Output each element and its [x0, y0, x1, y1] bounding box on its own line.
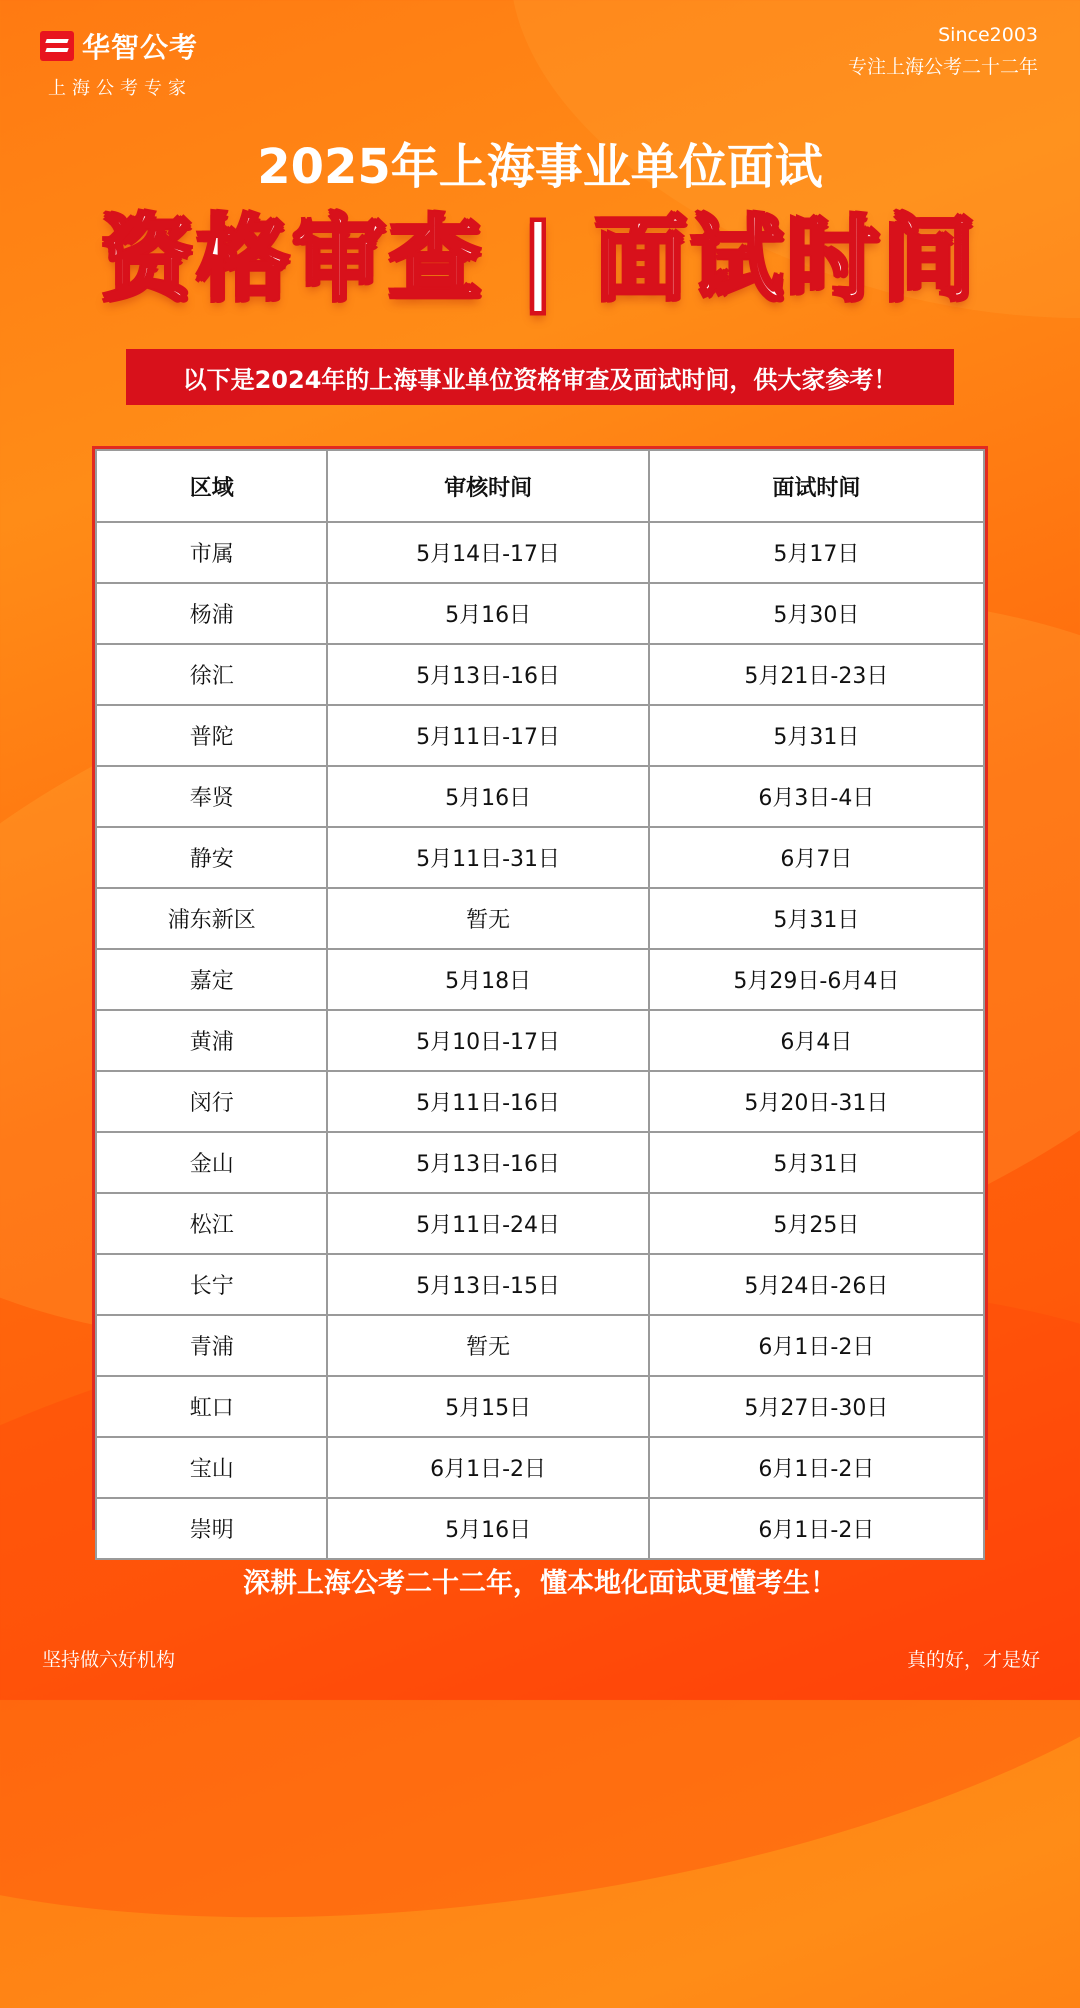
cell-review-time: 5月13日-16日 — [327, 1132, 648, 1193]
cell-review-time: 5月16日 — [327, 1498, 648, 1559]
brand-subtitle: 上海公考专家 — [48, 78, 192, 99]
footer-right-text: 真的好，才是好 — [906, 1649, 1040, 1671]
table-row — [96, 1315, 984, 1376]
cell-interview-time: 6月1日-2日 — [649, 1498, 984, 1559]
table-row — [96, 522, 984, 583]
page-title: 2025年上海事业单位面试 — [257, 139, 823, 195]
table-row — [96, 1193, 984, 1254]
cell-region: 嘉定 — [96, 949, 327, 1010]
slogan: 深耕上海公考二十二年，懂本地化面试更懂考生！ — [243, 1568, 837, 1599]
brand-name: 华智公考 — [82, 31, 199, 64]
cell-review-time: 5月11日-24日 — [327, 1193, 648, 1254]
schedule-table-frame — [92, 446, 988, 1543]
table-row — [96, 1071, 984, 1132]
since-block — [848, 24, 1038, 79]
cell-interview-time: 5月31日 — [649, 705, 984, 766]
table-row — [96, 1254, 984, 1315]
cell-review-time: 6月1日-2日 — [327, 1437, 648, 1498]
table-row — [96, 888, 984, 949]
cell-region: 徐汇 — [96, 644, 327, 705]
cell-interview-time: 5月24日-26日 — [649, 1254, 984, 1315]
header-review-time: 审核时间 — [327, 450, 648, 522]
cell-review-time: 5月13日-16日 — [327, 644, 648, 705]
brand-tagline: 专注上海公考二十二年 — [847, 56, 1038, 78]
cell-review-time: 5月11日-16日 — [327, 1071, 648, 1132]
cell-interview-time: 5月29日-6月4日 — [649, 949, 984, 1010]
since-year: Since2003 — [938, 24, 1038, 46]
cell-interview-time: 5月17日 — [649, 522, 984, 583]
cell-region: 市属 — [96, 522, 327, 583]
cell-region: 崇明 — [96, 1498, 327, 1559]
logo-mark-icon — [40, 31, 74, 61]
page-headline: 资格审查 | 面试时间 — [101, 206, 979, 313]
cell-review-time: 暂无 — [327, 1315, 648, 1376]
header-interview-time: 面试时间 — [649, 450, 984, 522]
table-row — [96, 827, 984, 888]
cell-interview-time: 6月4日 — [649, 1010, 984, 1071]
table-header-row — [96, 450, 984, 522]
cell-region: 宝山 — [96, 1437, 327, 1498]
cell-review-time: 5月16日 — [327, 766, 648, 827]
cell-region: 闵行 — [96, 1071, 327, 1132]
table-row — [96, 705, 984, 766]
cell-interview-time: 5月31日 — [649, 1132, 984, 1193]
cell-review-time: 5月10日-17日 — [327, 1010, 648, 1071]
table-row — [96, 1132, 984, 1193]
table-row — [96, 766, 984, 827]
cell-interview-time: 6月3日-4日 — [649, 766, 984, 827]
cell-region: 浦东新区 — [96, 888, 327, 949]
cell-review-time: 5月13日-15日 — [327, 1254, 648, 1315]
cell-review-time: 5月14日-17日 — [327, 522, 648, 583]
cell-region: 金山 — [96, 1132, 327, 1193]
cell-interview-time: 5月27日-30日 — [649, 1376, 984, 1437]
cell-interview-time: 6月1日-2日 — [649, 1437, 984, 1498]
schedule-table — [95, 449, 985, 1560]
cell-region: 静安 — [96, 827, 327, 888]
table-row — [96, 1437, 984, 1498]
table-row — [96, 1376, 984, 1437]
table-row — [96, 644, 984, 705]
cell-review-time: 5月11日-31日 — [327, 827, 648, 888]
cell-region: 普陀 — [96, 705, 327, 766]
header-region: 区域 — [96, 450, 327, 522]
table-row — [96, 583, 984, 644]
cell-region: 松江 — [96, 1193, 327, 1254]
cell-interview-time: 6月7日 — [649, 827, 984, 888]
intro-banner: 以下是2024年的上海事业单位资格审查及面试时间，供大家参考！ — [126, 349, 954, 405]
cell-review-time: 5月16日 — [327, 583, 648, 644]
cell-interview-time: 5月20日-31日 — [649, 1071, 984, 1132]
cell-review-time: 5月18日 — [327, 949, 648, 1010]
cell-review-time: 5月11日-17日 — [327, 705, 648, 766]
table-row — [96, 1010, 984, 1071]
cell-region: 奉贤 — [96, 766, 327, 827]
cell-review-time: 5月15日 — [327, 1376, 648, 1437]
cell-interview-time: 5月25日 — [649, 1193, 984, 1254]
cell-region: 青浦 — [96, 1315, 327, 1376]
cell-region: 黄浦 — [96, 1010, 327, 1071]
table-row — [96, 1498, 984, 1559]
footer-left-text: 坚持做六好机构 — [42, 1649, 176, 1671]
cell-interview-time: 6月1日-2日 — [649, 1315, 984, 1376]
table-row — [96, 949, 984, 1010]
cell-region: 长宁 — [96, 1254, 327, 1315]
cell-region: 杨浦 — [96, 583, 327, 644]
brand-logo — [40, 26, 198, 100]
cell-region: 虹口 — [96, 1376, 327, 1437]
cell-review-time: 暂无 — [327, 888, 648, 949]
cell-interview-time: 5月31日 — [649, 888, 984, 949]
cell-interview-time: 5月30日 — [649, 583, 984, 644]
cell-interview-time: 5月21日-23日 — [649, 644, 984, 705]
